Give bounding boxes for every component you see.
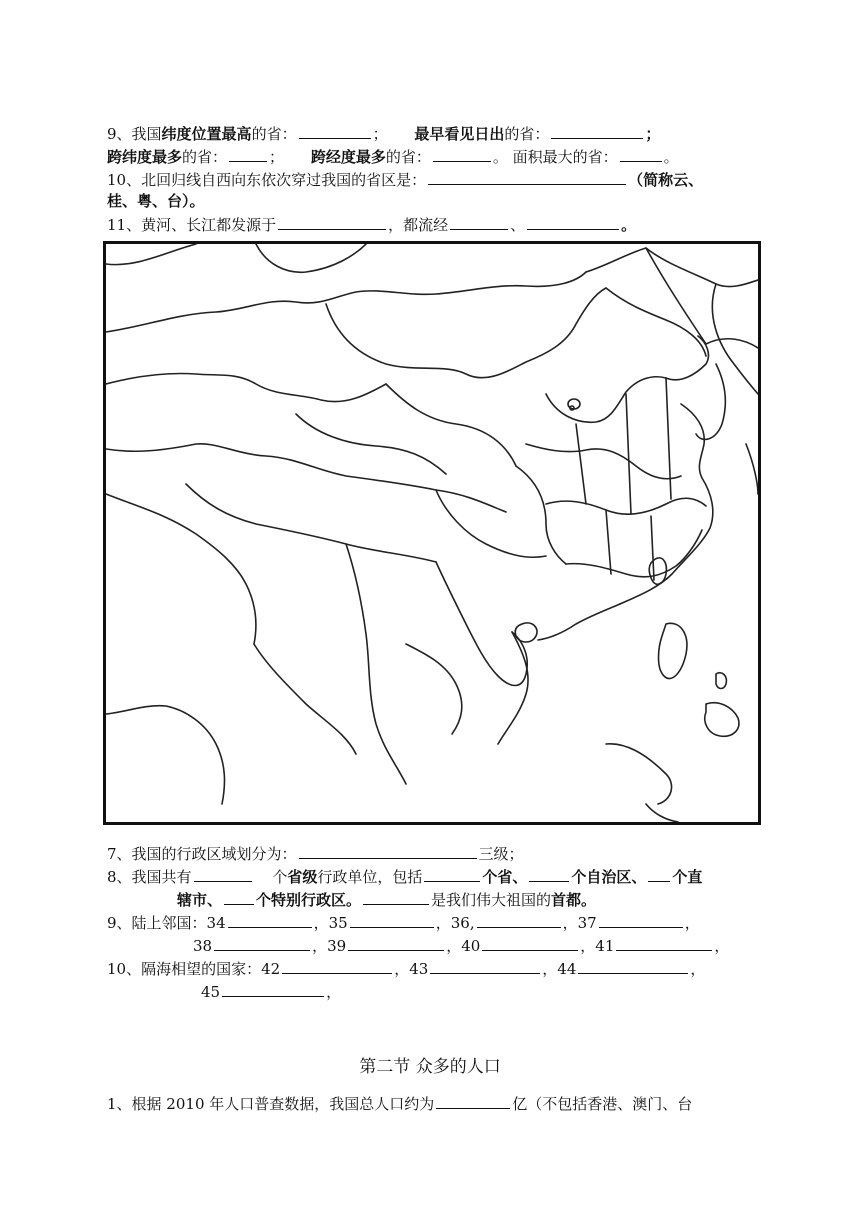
blank-outline-map xyxy=(103,241,761,825)
map-island xyxy=(649,558,666,584)
q10-upper: 10、北回归线自西向东依次穿过我国的省区是： （简称云、 xyxy=(107,171,704,189)
blank-38[interactable] xyxy=(214,935,310,951)
map-island xyxy=(659,623,687,678)
map-border xyxy=(326,288,606,378)
map-border xyxy=(346,544,406,784)
map-border xyxy=(546,377,666,422)
map-coast xyxy=(538,604,620,640)
q10-lower-line2: 45 ， xyxy=(201,983,342,1001)
map-border xyxy=(546,498,706,514)
blank-39[interactable] xyxy=(348,935,444,951)
blank[interactable] xyxy=(194,866,252,882)
q10-lower: 10、隔海相望的国家：42 ，43 ，44 ， xyxy=(107,960,706,978)
q9-lower: 9、陆上邻国：34 ，35 ，36, ，37 ， xyxy=(107,914,700,932)
blank-35[interactable] xyxy=(350,912,434,928)
blank-44[interactable] xyxy=(578,958,688,974)
q11-upper: 11、黄河、长江都发源于 ，都流经 、 。 xyxy=(107,216,637,234)
blank[interactable] xyxy=(299,843,477,859)
blank[interactable] xyxy=(428,169,626,185)
blank[interactable] xyxy=(278,214,386,230)
map-coast xyxy=(696,364,725,439)
blank-45[interactable] xyxy=(222,981,324,997)
blank-40[interactable] xyxy=(482,935,578,951)
map-border xyxy=(186,484,436,562)
q9-lower-line2: 38 ，39 ，40 ，41 ， xyxy=(193,937,730,955)
map-border xyxy=(106,272,586,332)
map-border xyxy=(296,384,516,474)
blank-36[interactable] xyxy=(477,912,561,928)
map-outline-drawing xyxy=(106,244,758,822)
q8-lower-line2: 辖市、 个特别行政区。 是我们伟大祖国的首都。 xyxy=(177,891,597,909)
blank-34[interactable] xyxy=(228,912,312,928)
map-island xyxy=(606,744,678,822)
map-border xyxy=(436,562,527,686)
map-border xyxy=(586,248,758,287)
blank[interactable] xyxy=(433,146,491,162)
blank-43[interactable] xyxy=(430,958,540,974)
map-island xyxy=(705,703,739,737)
blank[interactable] xyxy=(363,889,429,905)
blank[interactable] xyxy=(299,123,371,139)
q7-lower: 7、我国的行政区域划分为： 三级； xyxy=(107,845,524,863)
map-border xyxy=(406,644,462,734)
map-border xyxy=(576,378,671,514)
map-border xyxy=(606,248,758,356)
blank-37[interactable] xyxy=(599,912,683,928)
map-coast xyxy=(106,706,224,804)
map-island xyxy=(716,673,726,689)
blank[interactable] xyxy=(450,214,508,230)
map-border xyxy=(526,444,681,479)
blank[interactable] xyxy=(648,866,670,882)
section-title: 第二节 众多的人口 xyxy=(359,1057,501,1077)
blank[interactable] xyxy=(424,866,480,882)
map-border xyxy=(106,244,366,272)
blank-41[interactable] xyxy=(616,935,712,951)
q8-lower: 8、我国共有 个省级行政单位，包括 个省、 个自治区、 个直 xyxy=(107,868,703,886)
blank[interactable] xyxy=(551,123,643,139)
blank[interactable] xyxy=(224,889,254,905)
blank[interactable] xyxy=(529,866,569,882)
blank[interactable] xyxy=(620,146,662,162)
blank[interactable] xyxy=(229,146,267,162)
population-q1: 1、根据 2010 年人口普查数据，我国总人口约为 亿（不包括香港、澳门、台 xyxy=(107,1095,693,1113)
map-border xyxy=(566,530,702,577)
q9-upper: 9、我国纬度位置最高的省： ； 最早看见日出的省： ； xyxy=(107,125,661,143)
map-border xyxy=(436,466,566,564)
blank[interactable] xyxy=(436,1093,510,1109)
blank-42[interactable] xyxy=(282,958,392,974)
map-coast xyxy=(746,444,758,494)
map-border xyxy=(106,373,386,401)
q10-upper-line2: 桂、粤、台）。 xyxy=(107,192,205,210)
q9-upper-line2: 跨纬度最多的省： ； 跨经度最多的省： 。 面积最大的省： 。 xyxy=(107,148,679,166)
blank[interactable] xyxy=(527,214,619,230)
map-coast xyxy=(254,644,356,754)
map-border xyxy=(106,444,506,512)
